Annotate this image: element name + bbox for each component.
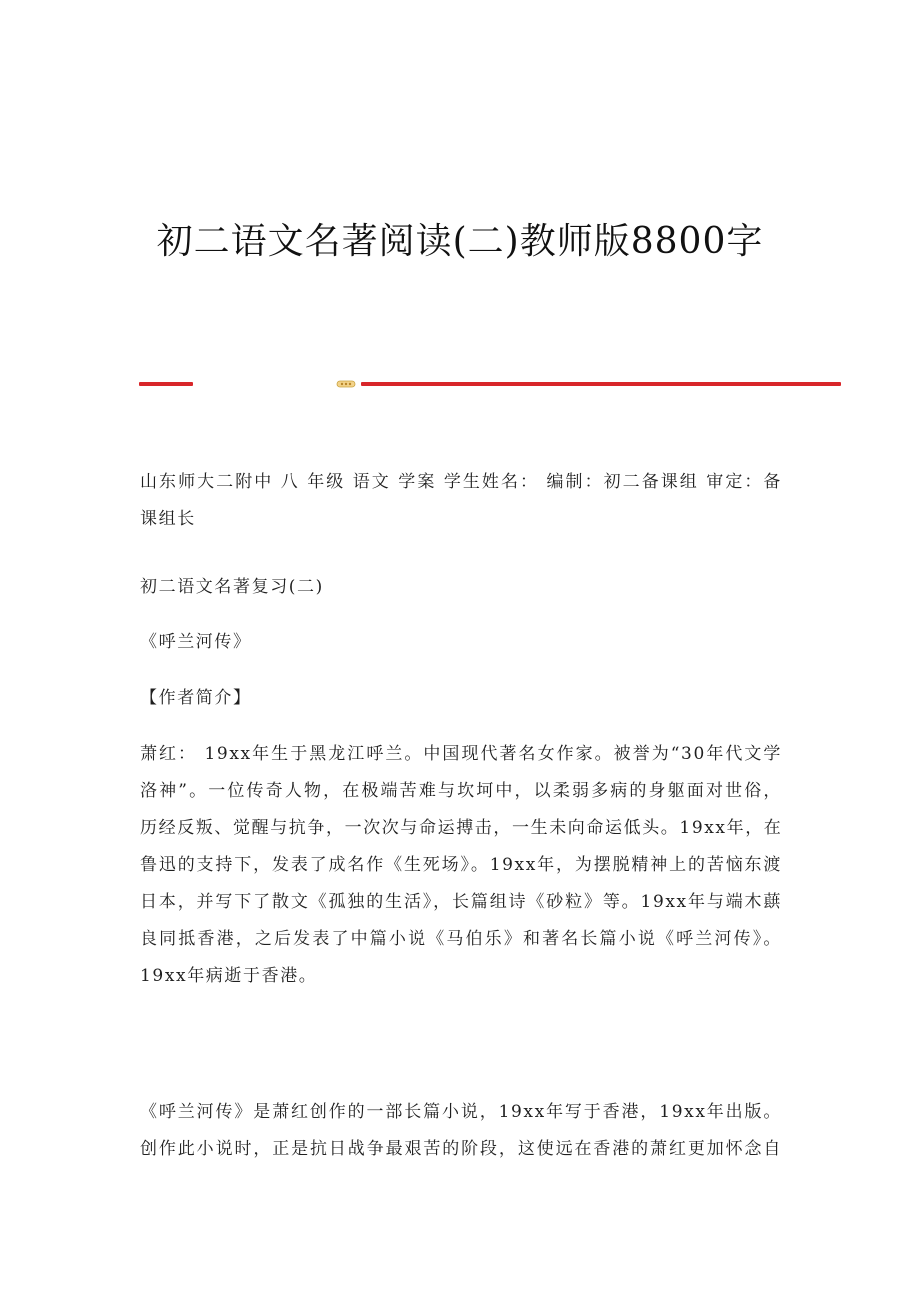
section-title-text: 初二语文名著复习(二) [140, 577, 324, 597]
author-intro-paragraph [140, 736, 782, 995]
header-info [140, 464, 782, 538]
paragraph-line: 洛神”。一位传奇人物，在极端苦难与坎坷中，以柔弱多病的身躯面对世俗， [140, 781, 782, 801]
novel-intro-paragraph [140, 1094, 782, 1168]
paragraph-line: 萧红： 19xx年生于黑龙江呼兰。中国现代著名女作家。被誉为“30年代文学 [140, 744, 782, 764]
paragraph-line: 良同抵香港，之后发表了中篇小说《马伯乐》和著名长篇小说《呼兰河传》。 [140, 929, 782, 949]
header-info-line: 课组长 [140, 509, 196, 529]
paragraph-line: 19xx年病逝于香港。 [140, 966, 318, 986]
title-divider [139, 380, 841, 388]
divider-left-segment [139, 382, 193, 386]
section-title [140, 569, 782, 606]
divider-ornament-icon [336, 380, 356, 388]
paragraph-line: 创作此小说时，正是抗日战争最艰苦的阶段，这使远在香港的萧红更加怀念自 [140, 1139, 782, 1159]
paragraph-line: 日本，并写下了散文《孤独的生活》，长篇组诗《砂粒》等。19xx年与端木蕻 [140, 892, 782, 912]
paragraph-line: 历经反叛、觉醒与抗争，一次次与命运搏击，一生未向命运低头。19xx年，在 [140, 818, 783, 838]
paragraph-line: 《呼兰河传》是萧红创作的一部长篇小说，19xx年写于香港，19xx年出版。 [140, 1102, 782, 1122]
subheading-text: 【作者简介】 [140, 688, 252, 708]
book-title-text: 《呼兰河传》 [140, 632, 252, 652]
divider-right-segment [361, 382, 841, 386]
subheading [140, 680, 782, 717]
book-title [140, 624, 782, 661]
paragraph-line: 鲁迅的支持下，发表了成名作《生死场》。19xx年，为摆脱精神上的苦恼东渡 [140, 855, 782, 875]
document-title: 初二语文名著阅读(二)教师版8800字 [156, 221, 764, 262]
header-info-line: 山东师大二附中 八 年级 语文 学案 学生姓名： 编制：初二备课组 审定：备 [140, 472, 782, 492]
